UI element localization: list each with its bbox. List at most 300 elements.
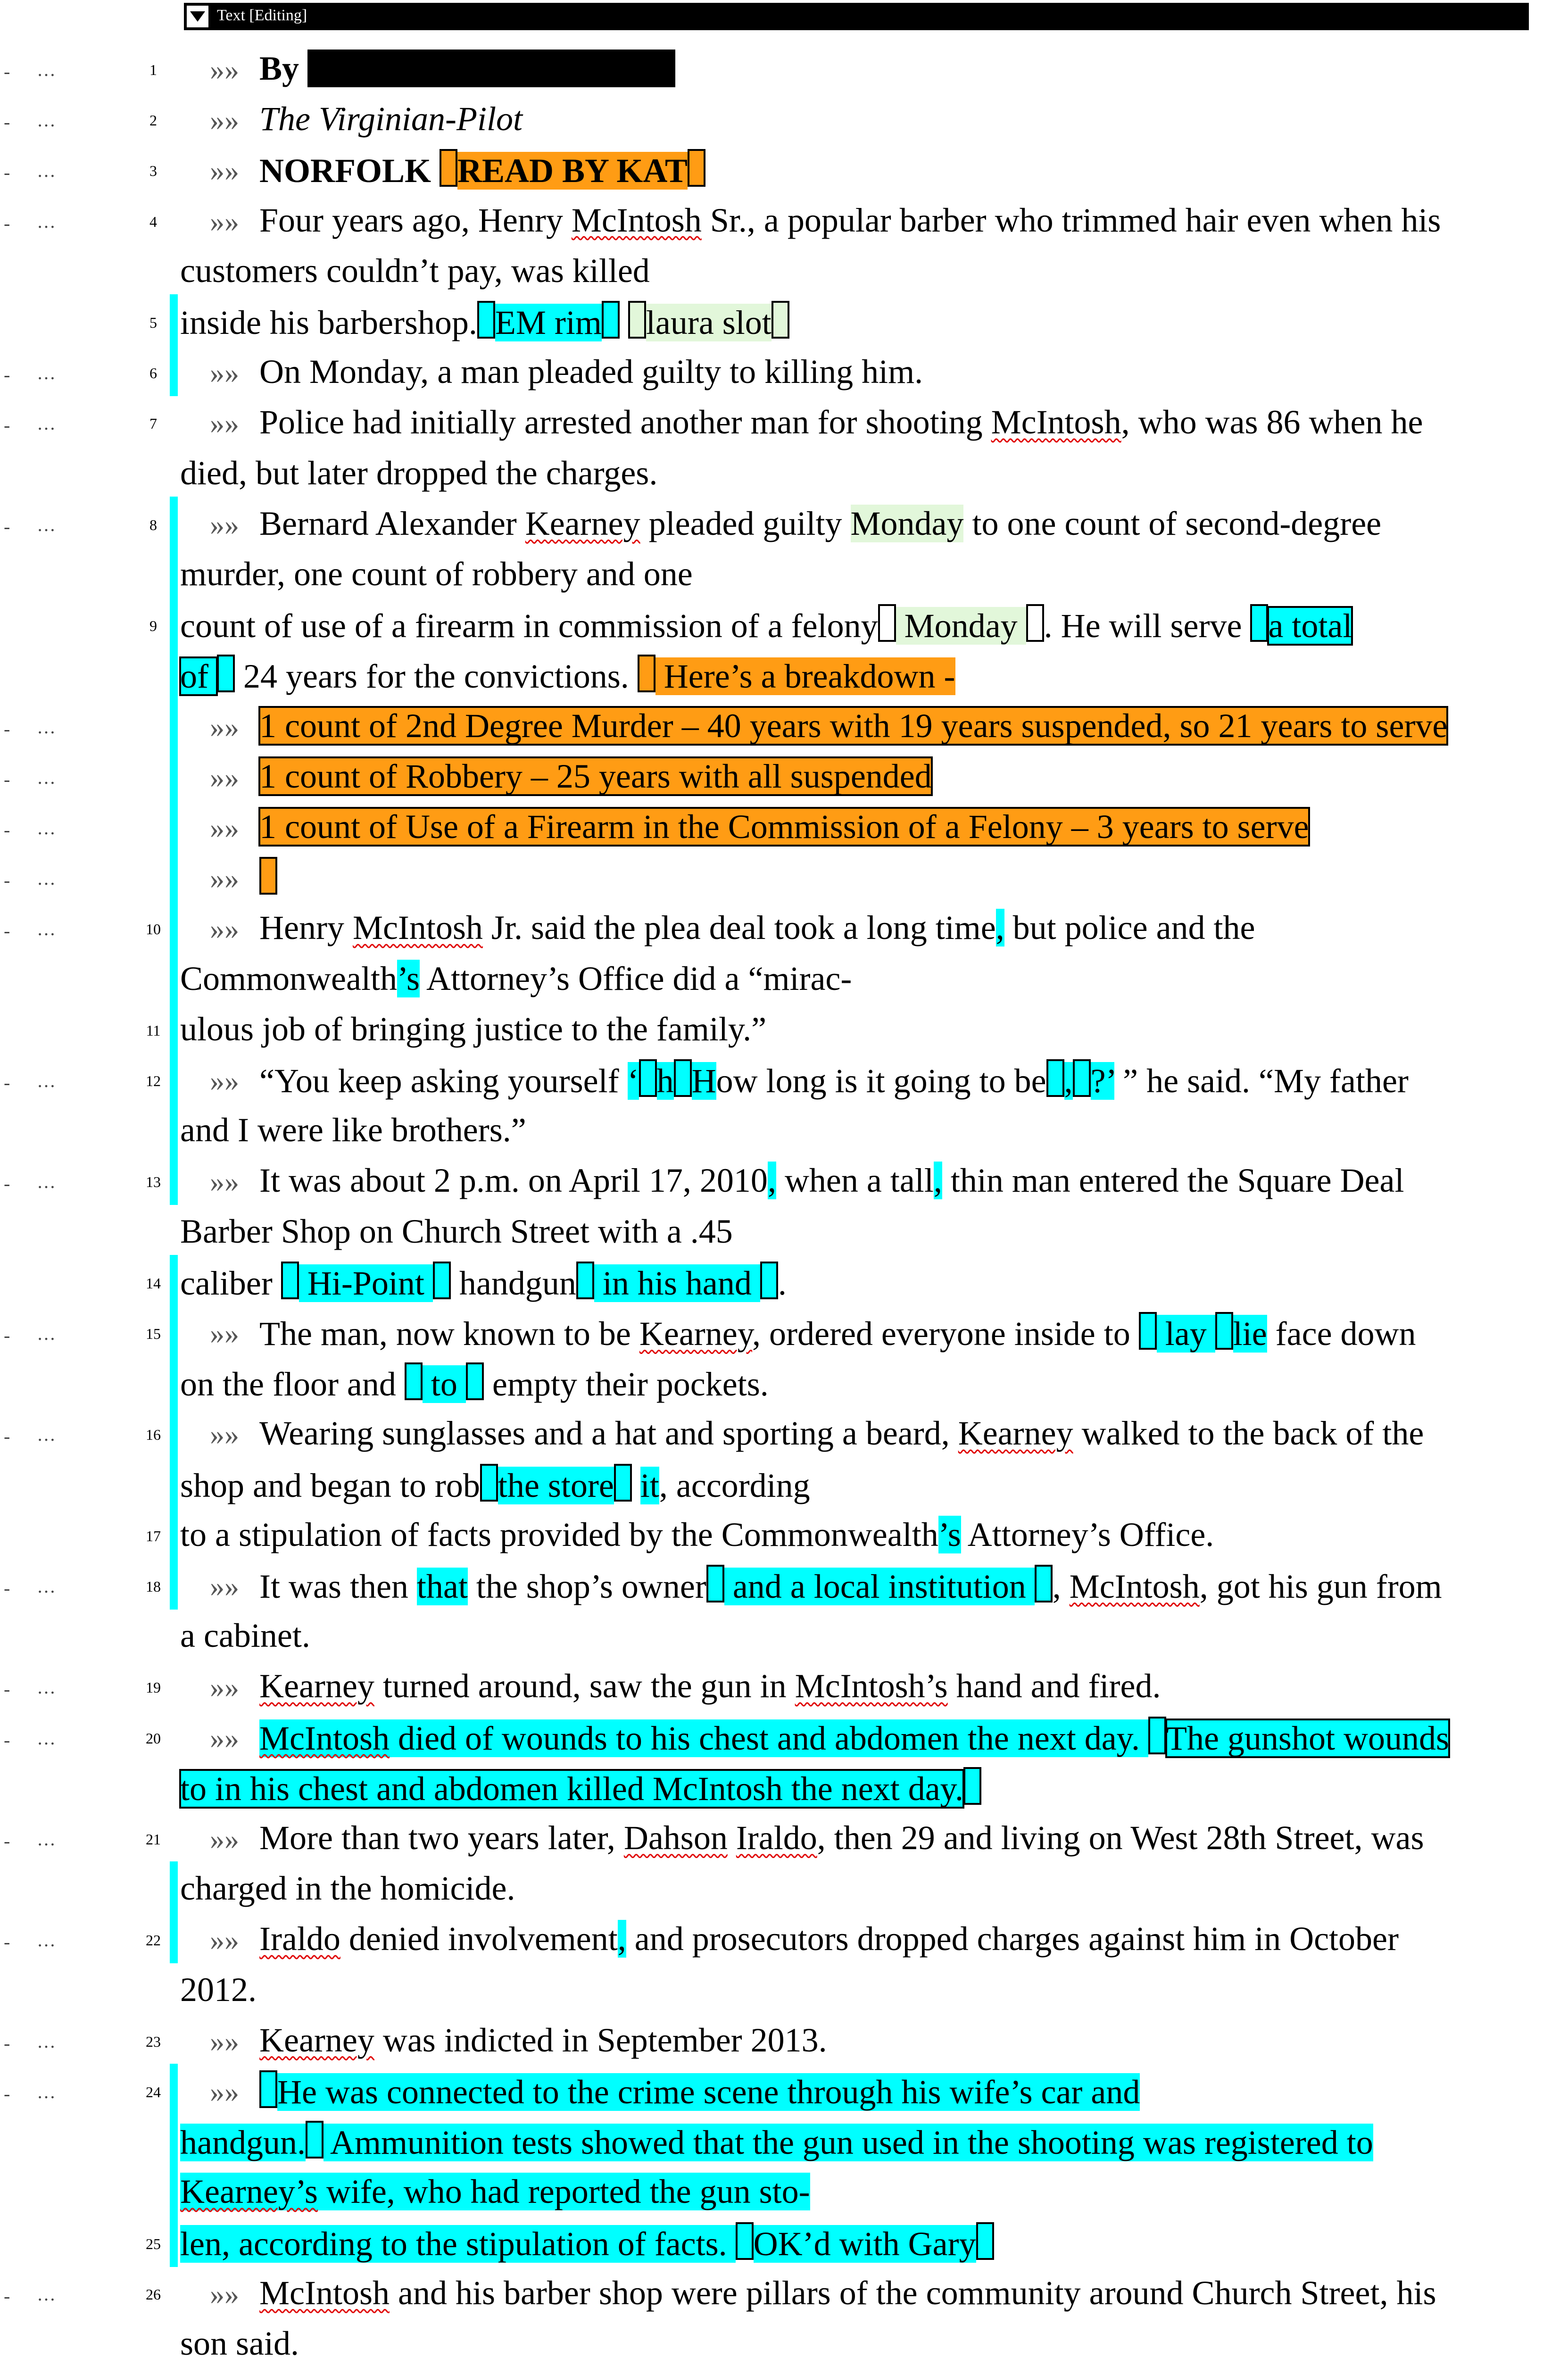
text-run: denied involvement xyxy=(340,1920,618,1958)
document-line[interactable] xyxy=(0,396,1568,446)
gutter-dash: - xyxy=(4,1931,10,1953)
gutter-dash: - xyxy=(4,111,10,133)
tracked-change: lay xyxy=(1156,1315,1215,1353)
line-text[interactable] xyxy=(259,907,1255,948)
paragraph-marker-icon: »» xyxy=(210,509,239,541)
comment-highlight: laura slot xyxy=(646,304,772,341)
line-text[interactable] xyxy=(180,1514,1214,1555)
gutter-ellipsis: … xyxy=(37,1424,56,1445)
gutter-dash: - xyxy=(4,1678,10,1700)
line-text[interactable] xyxy=(180,1211,733,1252)
document-line[interactable] xyxy=(0,1660,1568,1710)
document-line[interactable] xyxy=(0,2065,1568,2114)
tracked-change: H xyxy=(691,1062,716,1100)
gutter-dash: - xyxy=(4,1729,10,1751)
edit-tag-marker[interactable] xyxy=(628,301,646,339)
edit-tag-marker[interactable] xyxy=(1139,1312,1157,1350)
document-line[interactable] xyxy=(0,1812,1568,1861)
edit-tag-marker[interactable] xyxy=(1073,1059,1091,1097)
gutter-ellipsis: … xyxy=(37,160,56,182)
gutter-dash: - xyxy=(4,61,10,82)
document-line[interactable] xyxy=(0,1761,1568,1811)
paragraph-marker-icon: »» xyxy=(210,1166,239,1199)
text-run: on the floor and xyxy=(180,1365,405,1403)
paragraph-marker-icon: »» xyxy=(210,1925,239,1957)
text-run: More than two years later, xyxy=(259,1819,624,1857)
gutter-ellipsis: … xyxy=(37,1171,56,1193)
edit-tag-marker[interactable] xyxy=(878,604,896,642)
document-line[interactable] xyxy=(0,1256,1568,1305)
document-line[interactable] xyxy=(0,1610,1568,1659)
text-run: caliber xyxy=(180,1264,281,1302)
gutter-ellipsis: … xyxy=(37,1576,56,1597)
text-run xyxy=(632,1467,640,1504)
change-bar xyxy=(170,1457,178,1509)
edit-tag-marker[interactable] xyxy=(259,857,277,895)
document-line[interactable] xyxy=(0,548,1568,598)
line-text[interactable] xyxy=(180,453,657,493)
line-text[interactable] xyxy=(180,1262,787,1304)
line-text[interactable] xyxy=(180,2222,994,2264)
document-line[interactable] xyxy=(0,447,1568,497)
line-text[interactable] xyxy=(259,48,675,89)
tracked-change: , xyxy=(767,1162,776,1200)
line-text[interactable] xyxy=(180,250,650,291)
edit-tag-marker[interactable] xyxy=(477,301,495,339)
edit-tag-marker[interactable] xyxy=(1250,604,1268,642)
editor-note: 1 count of Robbery – 25 years with all suspended xyxy=(259,757,932,795)
change-bar xyxy=(170,345,178,396)
gutter-ellipsis: … xyxy=(37,514,56,535)
text-run: Attorney’s Office. xyxy=(961,1515,1214,1553)
document-line[interactable] xyxy=(0,346,1568,395)
paragraph-marker-icon: »» xyxy=(210,863,239,896)
paragraph-number: 24 xyxy=(146,2084,161,2101)
change-bar xyxy=(170,1255,178,1306)
document-line[interactable] xyxy=(0,1205,1568,1255)
tracked-change: ’s xyxy=(938,1515,961,1553)
text-run: Four years ago, Henry xyxy=(259,201,572,239)
tracked-change: OK’d with Gary xyxy=(753,2225,976,2263)
document-line[interactable] xyxy=(0,2317,1568,2358)
misspelled-word: McIntosh xyxy=(1069,1568,1200,1605)
document-line[interactable] xyxy=(0,1559,1568,1609)
document-line[interactable] xyxy=(0,902,1568,951)
paragraph-marker-icon: »» xyxy=(210,54,239,86)
text-run: and I were like brothers.” xyxy=(180,1111,526,1149)
misspelled-word: Kearney xyxy=(259,2021,374,2059)
document-line[interactable] xyxy=(0,1306,1568,1356)
text-run: thin man entered the Square Deal xyxy=(942,1162,1404,1200)
tracked-change: the store xyxy=(498,1466,614,1504)
text-run: , ordered everyone inside to xyxy=(752,1315,1139,1353)
edit-tag-marker[interactable] xyxy=(602,301,620,339)
paragraph-marker-icon: »» xyxy=(210,913,239,946)
gutter-ellipsis: … xyxy=(37,1677,56,1698)
document-line[interactable] xyxy=(0,245,1568,294)
line-text[interactable] xyxy=(259,351,923,392)
editor-note: READ BY KAT xyxy=(457,152,688,190)
text-run: a cabinet. xyxy=(180,1617,310,1655)
document-line[interactable] xyxy=(0,953,1568,1002)
text-run: handgun xyxy=(450,1264,576,1302)
document-line[interactable] xyxy=(0,750,1568,800)
paragraph-marker-icon: »» xyxy=(210,105,239,137)
edit-tag-marker[interactable] xyxy=(259,2070,277,2108)
gutter-dash: - xyxy=(4,2285,10,2307)
tracked-change: , xyxy=(996,909,1004,947)
misspelled-word: Dahson xyxy=(623,1819,728,1857)
gutter-dash: - xyxy=(4,162,10,183)
line-text[interactable] xyxy=(259,1818,1424,1858)
text-run: 24 years for the convictions. xyxy=(234,657,638,696)
edit-tag-marker[interactable] xyxy=(1046,1059,1064,1097)
line-text[interactable] xyxy=(180,1110,526,1150)
paragraph-number: 18 xyxy=(146,1578,161,1595)
misspelled-word: McIntosh xyxy=(991,403,1121,441)
text-run: son said. xyxy=(180,2325,299,2358)
paragraph-marker-icon: »» xyxy=(210,206,239,238)
misspelled-word: Iraldo xyxy=(259,1920,340,1958)
paragraph-number: 3 xyxy=(149,162,157,180)
text-run: murder, one count of robbery and one xyxy=(180,555,693,593)
edit-tag-marker[interactable] xyxy=(433,1262,451,1299)
line-text[interactable] xyxy=(259,1059,1409,1101)
document-line[interactable] xyxy=(0,1458,1568,1508)
line-text[interactable] xyxy=(180,958,852,999)
gutter-dash: - xyxy=(4,870,10,891)
text-run: , then 29 and living on West 28th Street, was xyxy=(817,1819,1424,1857)
paragraph-number: 20 xyxy=(146,1729,161,1747)
edit-tag-marker[interactable] xyxy=(405,1362,423,1400)
paragraph-number: 19 xyxy=(146,1679,161,1696)
tracked-change: , xyxy=(617,1920,626,1958)
gutter-dash: - xyxy=(4,1325,10,1346)
gutter-ellipsis: … xyxy=(37,109,56,131)
document-line[interactable] xyxy=(0,851,1568,901)
edit-tag-marker[interactable] xyxy=(963,1767,981,1805)
change-bar xyxy=(170,800,178,851)
gutter-dash: - xyxy=(4,1578,10,1599)
edit-tag-marker[interactable] xyxy=(772,301,789,339)
misspelled-word: McIntosh xyxy=(259,1719,390,1757)
change-bar xyxy=(170,294,178,346)
change-bar xyxy=(170,699,178,750)
gutter-dash: - xyxy=(4,920,10,942)
document-line[interactable] xyxy=(0,1862,1568,1912)
line-text[interactable] xyxy=(259,1918,1399,1959)
gutter-dash: - xyxy=(4,768,10,790)
text-run: customers couldn’t pay, was killed xyxy=(180,251,650,290)
paragraph-number: 6 xyxy=(149,365,157,382)
paragraph-marker-icon: »» xyxy=(210,2278,239,2311)
change-bar xyxy=(170,497,178,548)
edit-tag-marker[interactable] xyxy=(674,1059,692,1097)
paragraph-marker-icon: »» xyxy=(210,357,239,390)
misspelled-word: Kearney xyxy=(525,504,640,542)
line-text[interactable] xyxy=(259,756,932,797)
text-run: was indicted in September 2013. xyxy=(374,2021,827,2059)
gutter-dash: - xyxy=(4,718,10,739)
text-run: The Virginian-Pilot xyxy=(259,100,523,138)
gutter-ellipsis: … xyxy=(37,868,56,889)
gutter-dash: - xyxy=(4,819,10,840)
line-text[interactable] xyxy=(259,149,705,191)
edit-tag-marker[interactable] xyxy=(1148,1717,1166,1754)
document-line[interactable] xyxy=(0,1154,1568,1204)
text-run: NORFOLK xyxy=(259,152,440,190)
edit-tag-marker[interactable] xyxy=(760,1262,778,1299)
gutter-ellipsis: … xyxy=(37,2283,56,2305)
line-text[interactable] xyxy=(259,806,1309,847)
paragraph-number: 11 xyxy=(146,1021,161,1039)
gutter-ellipsis: … xyxy=(37,766,56,788)
document-line[interactable] xyxy=(0,93,1568,142)
line-text[interactable] xyxy=(259,1717,1449,1759)
paragraph-marker-icon: »» xyxy=(210,1824,239,1856)
edit-tag-marker[interactable] xyxy=(466,1362,484,1400)
paragraph-number: 14 xyxy=(146,1274,161,1292)
paragraph-marker-icon: »» xyxy=(210,155,239,188)
paragraph-marker-icon: »» xyxy=(210,408,239,440)
text-run: It was about 2 p.m. on April 17, 2010 xyxy=(259,1162,768,1200)
document-line[interactable] xyxy=(0,2217,1568,2266)
change-bar xyxy=(170,1406,178,1458)
line-text[interactable] xyxy=(259,2020,827,2060)
paragraph-marker-icon: »» xyxy=(210,2026,239,2058)
text-run: , got his gun from xyxy=(1199,1568,1442,1605)
text-run: Commonwealth xyxy=(180,959,397,997)
line-text[interactable] xyxy=(259,200,1441,241)
text-run: . xyxy=(778,1264,787,1302)
comment-highlight: Monday xyxy=(850,504,964,542)
document-line[interactable] xyxy=(0,2267,1568,2316)
gutter-ellipsis: … xyxy=(37,413,56,434)
edit-tag-marker[interactable] xyxy=(1026,604,1044,642)
text-run: face down xyxy=(1267,1315,1416,1353)
gutter-ellipsis: … xyxy=(37,2030,56,2052)
document-line[interactable] xyxy=(0,2014,1568,2064)
tracked-change: ?’ xyxy=(1090,1062,1115,1100)
text-run: and prosecutors dropped charges against him in October xyxy=(626,1920,1399,1958)
tracked-change: The gunshot wounds xyxy=(1166,1719,1449,1757)
gutter-ellipsis: … xyxy=(37,918,56,940)
line-text[interactable] xyxy=(259,1312,1416,1354)
document-line[interactable] xyxy=(0,498,1568,547)
gutter-dash: - xyxy=(4,212,10,234)
editor-title: Text [Editing] xyxy=(217,7,307,24)
text-run: , according xyxy=(659,1466,810,1504)
document-line[interactable] xyxy=(0,143,1568,193)
text-run: By xyxy=(259,50,308,87)
document-line[interactable] xyxy=(0,194,1568,244)
text-run: ow long is it going to be xyxy=(716,1062,1046,1100)
gutter-ellipsis: … xyxy=(37,1929,56,1951)
paragraph-number: 25 xyxy=(146,2235,161,2252)
gutter-ellipsis: … xyxy=(37,210,56,232)
misspelled-word: Kearney xyxy=(259,1667,374,1705)
document-line[interactable] xyxy=(0,1509,1568,1558)
text-run: , who was 86 when he xyxy=(1121,403,1423,441)
document-line[interactable] xyxy=(0,1711,1568,1760)
line-text[interactable] xyxy=(180,1009,766,1049)
document-line[interactable] xyxy=(0,1003,1568,1053)
document-line[interactable] xyxy=(0,1104,1568,1154)
text-run: Barber Shop on Church Street with a .45 xyxy=(180,1212,733,1250)
line-text[interactable] xyxy=(259,706,1447,746)
text-run: but police and the xyxy=(1004,909,1255,947)
document-line[interactable] xyxy=(0,598,1568,648)
text-run: . He will serve xyxy=(1044,607,1251,645)
change-bar xyxy=(170,749,178,801)
line-text[interactable] xyxy=(259,2070,1140,2112)
paragraph-number: 13 xyxy=(146,1173,161,1191)
text-run: The man, now known to be xyxy=(259,1315,639,1353)
edit-tag-marker[interactable] xyxy=(706,1565,724,1602)
line-text[interactable] xyxy=(259,1413,1424,1453)
text-run: 2012. xyxy=(180,1970,257,2009)
change-bar xyxy=(170,850,178,902)
edit-tag-marker[interactable] xyxy=(614,1464,632,1502)
tracked-change: wife, who had reported the gun sto- xyxy=(317,2173,810,2211)
document-line[interactable] xyxy=(0,2115,1568,2165)
line-text[interactable] xyxy=(180,1615,310,1656)
document-line[interactable] xyxy=(0,801,1568,850)
line-text[interactable] xyxy=(180,2323,299,2358)
line-text[interactable] xyxy=(180,604,1352,646)
document-line[interactable] xyxy=(0,2166,1568,2215)
paragraph-number: 10 xyxy=(146,921,161,938)
misspelled-word: Kearney’s xyxy=(180,2173,318,2211)
change-bar xyxy=(170,1053,178,1104)
gutter-ellipsis: … xyxy=(37,716,56,738)
line-text[interactable] xyxy=(180,2171,810,2212)
paragraph-number: 12 xyxy=(146,1072,161,1089)
gutter-dash: - xyxy=(4,364,10,386)
text-run: , xyxy=(1052,1568,1070,1605)
line-text[interactable] xyxy=(259,1666,1161,1706)
line-text[interactable] xyxy=(259,1565,1442,1607)
tracked-change: to xyxy=(422,1365,466,1403)
line-text[interactable] xyxy=(180,1868,515,1909)
tracked-change: Hi-Point xyxy=(299,1264,433,1302)
line-text[interactable] xyxy=(180,655,955,697)
change-bar xyxy=(170,648,178,699)
edit-tag-marker[interactable] xyxy=(736,2222,754,2260)
paragraph-number: 4 xyxy=(149,213,157,230)
misspelled-word: McIntosh xyxy=(352,909,483,947)
paragraph-marker-icon: »» xyxy=(210,711,239,744)
tracked-change: in his hand xyxy=(594,1264,760,1302)
text-run: On Monday, a man pleaded guilty to killing him. xyxy=(259,353,923,391)
line-text[interactable] xyxy=(259,402,1423,442)
change-bar xyxy=(170,901,178,952)
tracked-change: ‘ xyxy=(627,1062,639,1100)
document-line[interactable] xyxy=(0,1964,1568,2013)
text-run: ulous job of bringing justice to the family.” xyxy=(180,1010,767,1048)
document-line[interactable] xyxy=(0,1407,1568,1457)
line-text[interactable] xyxy=(259,1160,1404,1201)
text-run: “You keep asking yourself xyxy=(259,1062,628,1100)
change-bar xyxy=(170,1103,178,1154)
edit-tag-marker[interactable] xyxy=(1215,1312,1233,1350)
edit-tag-marker[interactable] xyxy=(638,655,655,692)
line-text[interactable] xyxy=(180,1464,810,1506)
edit-tag-marker[interactable] xyxy=(639,1059,657,1097)
line-text[interactable] xyxy=(259,857,277,899)
document-line[interactable] xyxy=(0,700,1568,749)
change-bar xyxy=(170,2064,178,2115)
edit-tag-marker[interactable] xyxy=(480,1464,498,1502)
text-run: when a tall xyxy=(776,1162,934,1200)
tracked-change: to in his chest and abdomen killed McIntosh the next day. xyxy=(180,1769,963,1808)
text-run: turned around, saw the gun in xyxy=(374,1667,795,1705)
text-run: walked to the back of the xyxy=(1073,1414,1424,1453)
tracked-change: died of wounds to his chest and abdomen the next day. xyxy=(389,1719,1148,1757)
change-bar xyxy=(170,1154,178,1205)
document-line[interactable] xyxy=(0,1054,1568,1103)
line-text[interactable] xyxy=(180,301,789,343)
document-line[interactable] xyxy=(0,1357,1568,1406)
line-text[interactable] xyxy=(180,1767,981,1809)
gutter-ellipsis: … xyxy=(37,362,56,384)
document-line[interactable] xyxy=(0,649,1568,698)
change-bar xyxy=(170,2114,178,2166)
line-text[interactable] xyxy=(259,503,1381,544)
line-text[interactable] xyxy=(180,1362,769,1404)
line-text[interactable] xyxy=(259,2273,1436,2313)
line-text[interactable] xyxy=(259,99,523,139)
edit-tag-marker[interactable] xyxy=(440,149,457,187)
tracked-change: that xyxy=(416,1568,468,1605)
text-run: to a stipulation of facts provided by the Commonwealth xyxy=(180,1515,938,1553)
gutter-dash: - xyxy=(4,2083,10,2104)
document-line[interactable] xyxy=(0,295,1568,345)
paragraph-number: 17 xyxy=(146,1527,161,1544)
edit-tag-marker[interactable] xyxy=(688,149,705,187)
edit-tag-marker[interactable] xyxy=(281,1262,299,1299)
tracked-change: , xyxy=(1064,1062,1073,1100)
gutter-dash: - xyxy=(4,415,10,436)
change-bar xyxy=(170,1558,178,1610)
document-line[interactable] xyxy=(0,1913,1568,1962)
change-bar xyxy=(170,1305,178,1357)
document-line[interactable] xyxy=(0,42,1568,92)
line-text[interactable] xyxy=(180,1969,257,2010)
misspelled-word: Kearney xyxy=(639,1315,753,1353)
misspelled-word: McIntosh xyxy=(571,201,702,239)
edit-tag-marker[interactable] xyxy=(1035,1565,1053,1602)
edit-tag-marker[interactable] xyxy=(576,1262,594,1299)
text-run: Sr., a popular barber who trimmed hair even when his xyxy=(701,201,1441,239)
gutter-ellipsis: … xyxy=(37,2081,56,2102)
tracked-change: a total xyxy=(1268,607,1352,645)
tracked-change: of xyxy=(180,657,217,696)
edit-tag-marker[interactable] xyxy=(217,655,235,692)
edit-tag-marker[interactable] xyxy=(976,2222,994,2260)
paragraph-marker-icon: »» xyxy=(210,813,239,845)
text-run: It was then xyxy=(259,1568,417,1605)
editor-note: Here’s a breakdown - xyxy=(655,657,955,696)
line-text[interactable] xyxy=(180,554,693,594)
paragraph-number: 15 xyxy=(146,1325,161,1342)
text-run: Bernard Alexander xyxy=(259,504,525,542)
paragraph-marker-icon: »» xyxy=(210,2076,239,2109)
edit-tag-marker[interactable] xyxy=(306,2121,324,2159)
gutter-ellipsis: … xyxy=(37,1727,56,1749)
line-text[interactable] xyxy=(180,2121,1373,2163)
text-run: Wearing sunglasses and a hat and sporting a beard, xyxy=(259,1414,958,1453)
